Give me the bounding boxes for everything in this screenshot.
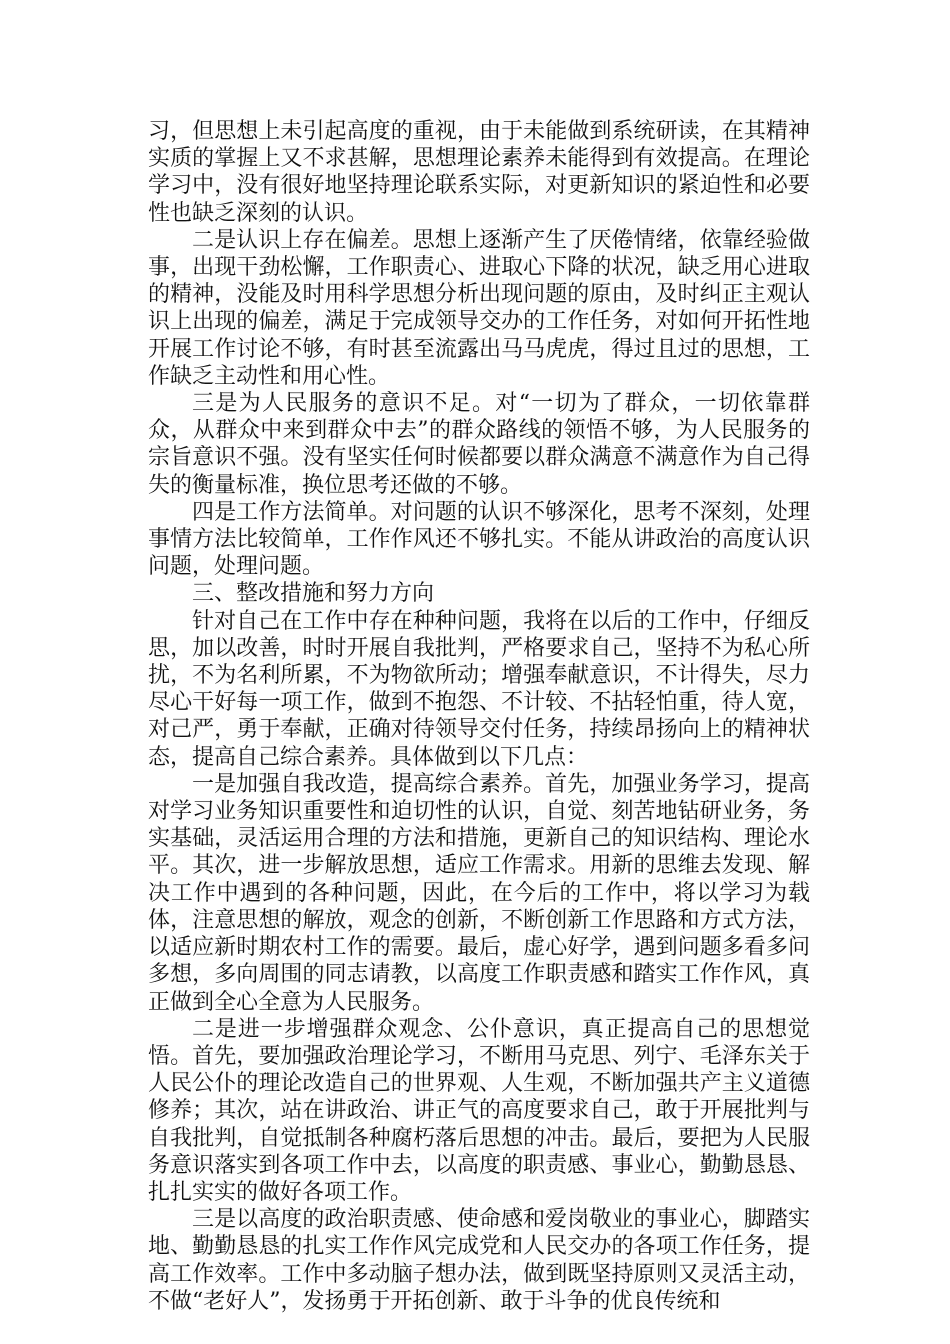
paragraph-9: 三是以高度的政治职责感、使命感和爱岗敬业的事业心，脚踏实地、勤勤恳恳的扎实工作作风完成党和人民交办的各项工作任务，提高工作效率。工作中多动脑子想办法，做到既坚持原则又灵活主动，不做“老好人”，发扬勇于开拓创新、敢于斗争的优良传统和 xyxy=(148,1207,810,1314)
paragraph-2: 二是认识上存在偏差。思想上逐渐产生了厌倦情绪，依靠经验做事，出现干劲松懈，工作职责心、进取心下降的状况，缺乏用心进取的精神，没能及时用科学思想分析出现问题的原由，及时纠正主观认识上出现的偏差，满足于完成领导交办的工作任务，对如何开拓性地开展工作讨论不够，有时甚至流露出马马虎虎，得过且过的思想，工作缺乏主动性和用心性。 xyxy=(148,227,810,389)
paragraph-4: 四是工作方法简单。对问题的认识不够深化，思考不深刻，处理事情方法比较简单，工作作风还不够扎实。不能从讲政治的高度认识问题，处理问题。 xyxy=(148,499,810,580)
document-body xyxy=(148,118,810,1315)
paragraph-1: 习，但思想上未引起高度的重视，由于未能做到系统研读，在其精神实质的掌握上又不求甚解，思想理论素养未能得到有效提高。在理论学习中，没有很好地坚持理论联系实际，对更新知识的紧迫性和必要性也缺乏深刻的认识。 xyxy=(148,119,810,226)
paragraph-3: 三是为人民服务的意识不足。对“一切为了群众，一切依靠群众，从群众中来到群众中去”的群众路线的领悟不够，为人民服务的宗旨意识不强。没有坚实任何时候都要以群众满意不满意作为自己得失的衡量标准，换位思考还做的不够。 xyxy=(148,391,810,498)
section-heading: 三、整改措施和努力方向 xyxy=(192,581,435,607)
paragraph-6: 针对自己在工作中存在种种问题，我将在以后的工作中，仔细反思，加以改善，时时开展自我批判，严格要求自己，坚持不为私心所扰，不为名利所累，不为物欲所动；增强奉献意识，不计得失，尽力尽心干好每一项工作，做到不抱怨、不计较、不拈轻怕重，待人宽，对己严，勇于奉献，正确对待领导交付任务，持续昂扬向上的精神状态，提高自己综合素养。具体做到以下几点： xyxy=(148,608,810,770)
paragraph-8: 二是进一步增强群众观念、公仆意识，真正提高自己的思想觉悟。首先，要加强政治理论学习，不断用马克思、列宁、毛泽东关于人民公仆的理论改造自己的世界观、人生观，不断加强共产主义道德修养；其次，站在讲政治、讲正气的高度要求自己，敢于开展批判与自我批判，自觉抵制各种腐朽落后思想的冲击。最后，要把为人民服务意识落实到各项工作中去，以高度的职责感、事业心，勤勤恳恳、扎扎实实的做好各项工作。 xyxy=(148,1016,810,1205)
paragraph-7: 一是加强自我改造，提高综合素养。首先，加强业务学习，提高对学习业务知识重要性和迫切性的认识，自觉、刻苦地钻研业务，务实基础，灵活运用合理的方法和措施，更新自己的知识结构、理论水平。其次，进一步解放思想，适应工作需求。用新的思维去发现、解决工作中遇到的各种问题，因此，在今后的工作中，将以学习为载体，注意思想的解放，观念的创新，不断创新工作思路和方式方法，以适应新时期农村工作的需要。最后，虚心好学，遇到问题多看多问多想，多向周围的同志请教，以高度工作职责感和踏实工作作风，真正做到全心全意为人民服务。 xyxy=(148,771,810,1015)
